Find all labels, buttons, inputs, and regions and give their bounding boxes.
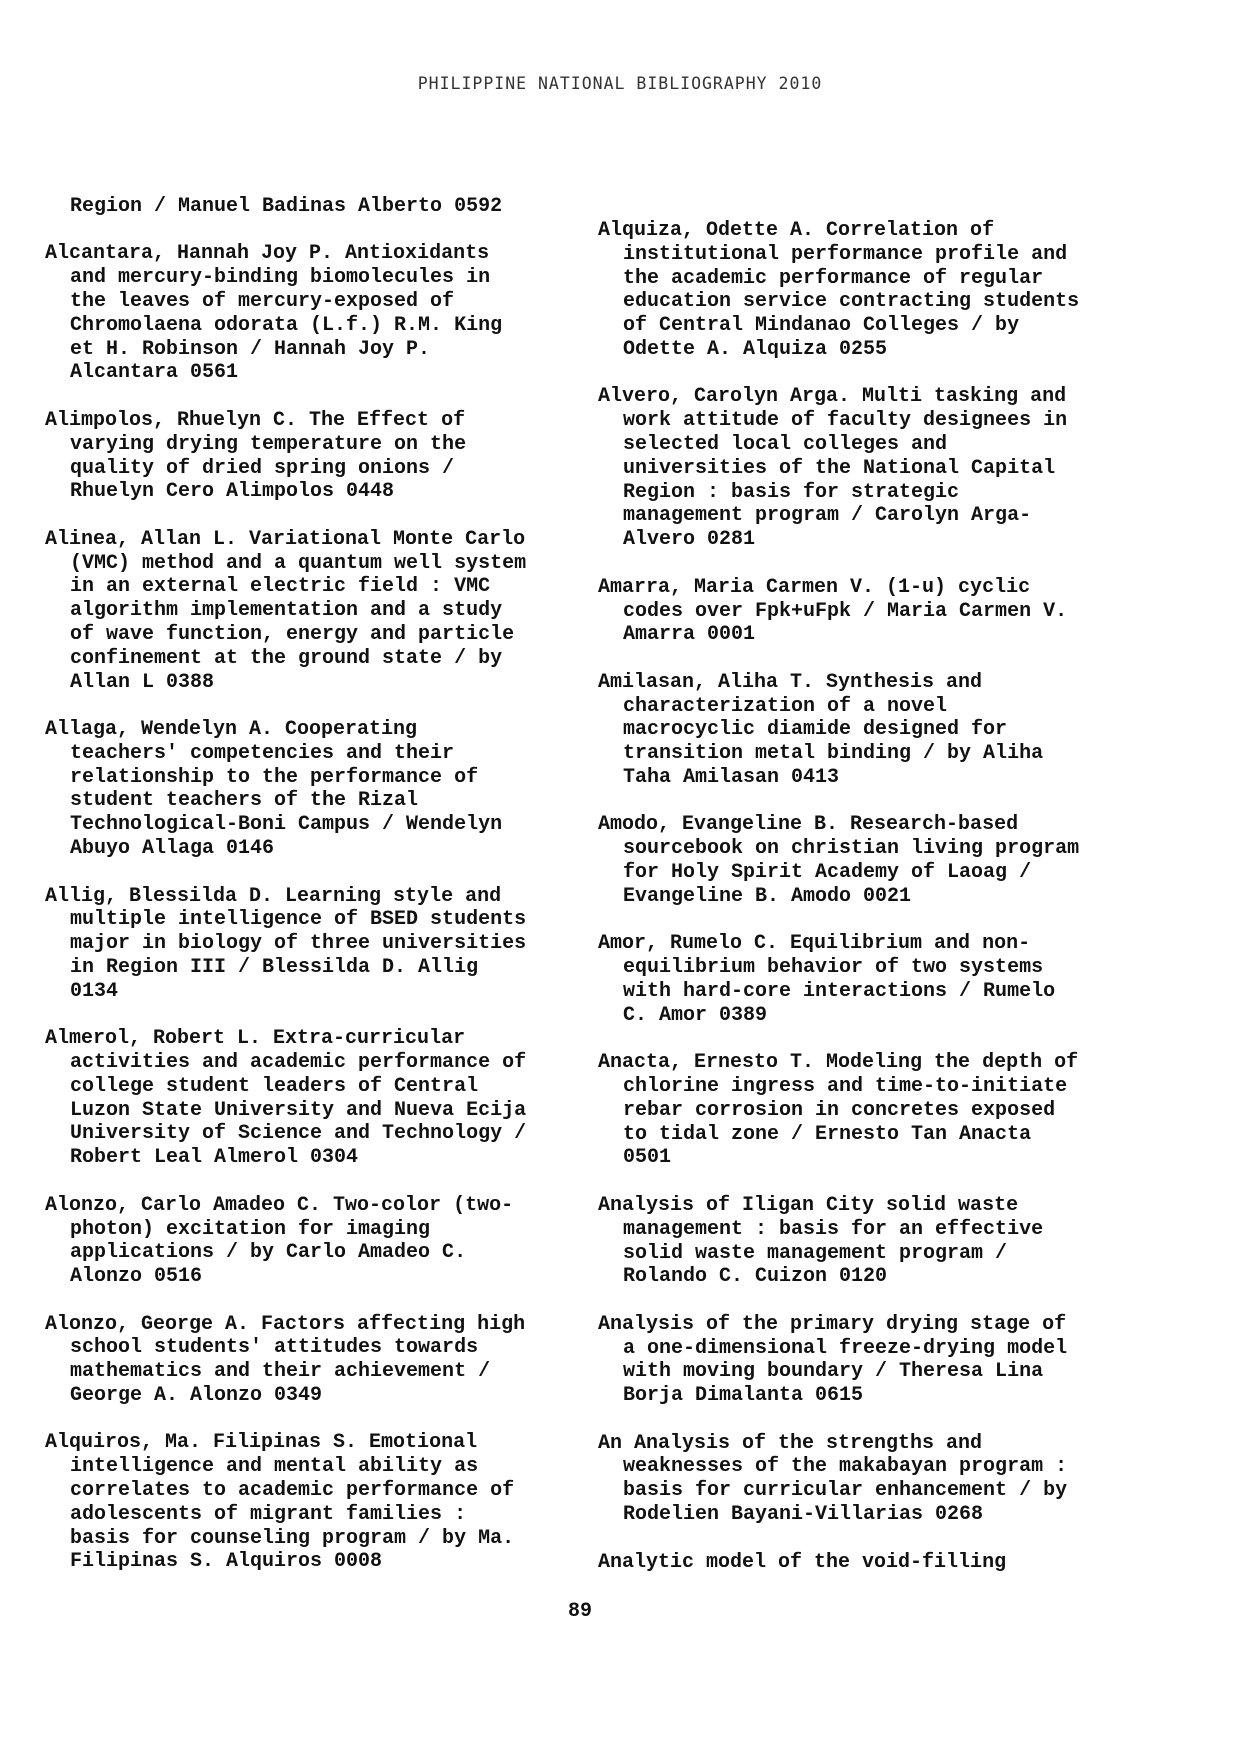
page-number: 89 <box>567 1600 592 1623</box>
left-column <box>45 195 570 1598</box>
right-column <box>598 219 1123 1598</box>
bibliography-entry: Analysis of Iligan City solid waste management : basis for an effective solid waste management program / Rolando C. Cuizon 0120 <box>598 1193 1044 1289</box>
bibliography-entry: Almerol, Robert L. Extra-curricular activities and academic performance of college student leaders of Central Luzon State University and Nueva Ecija University of Science and Technology / Robert Leal Almerol 0304 <box>45 1027 527 1170</box>
bibliography-entry: Allig, Blessilda D. Learning style and multiple intelligence of BSED students major in biology of three universities in Region III / Blessilda D. Allig 0134 <box>45 884 527 1003</box>
bibliography-entry: Amor, Rumelo C. Equilibrium and non- equilibrium behavior of two systems with hard-core interactions / Rumelo C. Amor 0389 <box>598 932 1056 1027</box>
bibliography-entry: Amilasan, Aliha T. Synthesis and characterization of a novel macrocyclic diamide designed for transition metal binding / by Aliha Taha Amilasan 0413 <box>598 670 1044 789</box>
bibliography-entry: Amodo, Evangeline B. Research-based sourcebook on christian living program for Holy Spirit Academy of Laoag / Evangeline B. Amodo 0021 <box>598 813 1080 908</box>
bibliography-entry: An Analysis of the strengths and weaknesses of the makabayan program : basis for curricular enhancement / by Rodelien Bayani-Villarias 0268 <box>598 1431 1068 1527</box>
bibliography-entry: Alquiros, Ma. Filipinas S. Emotional intelligence and mental ability as correlates to academic performance of adolescents of migrant families : basis for counseling program / by Ma. Filipinas S. Alquiros 0008 <box>45 1431 515 1574</box>
bibliography-entry: Alimpolos, Rhuelyn C. The Effect of varying drying temperature on the quality of dried spring onions / Rhuelyn Cero Alimpolos 0448 <box>45 408 467 504</box>
bibliography-entry: Alquiza, Odette A. Correlation of institutional performance profile and the academic performance of regular education service contracting students of Central Mindanao Colleges / by Odette A. Alquiza 0255 <box>598 219 1080 361</box>
bibliography-entry-continued: Region / Manuel Badinas Alberto 0592 <box>70 195 503 218</box>
bibliography-entry: Amarra, Maria Carmen V. (1-u) cyclic codes over Fpk+uFpk / Maria Carmen V. Amarra 0001 <box>598 575 1068 647</box>
bibliography-entry: Alonzo, George A. Factors affecting high school students' attitudes towards mathematics and their achievement / George A. Alonzo 0349 <box>45 1312 526 1407</box>
bibliography-entry: Alcantara, Hannah Joy P. Antioxidants and mercury-binding biomolecules in the leaves of mercury-exposed of Chromolaena odorata (L.f.) R.M. King et H. Robinson / Hannah Joy P. Alcantara 0561 <box>45 242 503 385</box>
bibliography-entry: Alinea, Allan L. Variational Monte Carlo (VMC) method and a quantum well system in an external electric field : VMC algorithm implementation and a study of wave function, energy and particle confinement at the ground state / by Allan L 0388 <box>45 527 527 694</box>
bibliography-entry: Alvero, Carolyn Arga. Multi tasking and work attitude of faculty designees in selected local colleges and universities of the National Capital Region : basis for strategic management program / Carolyn Arga- Alvero 0281 <box>598 385 1068 552</box>
bibliography-entry: Allaga, Wendelyn A. Cooperating teachers' competencies and their relationship to the performance of student teachers of the Rizal Technological-Boni Campus / Wendelyn Abuyo Allaga 0146 <box>45 718 503 861</box>
bibliography-entry: Analytic model of the void-filling <box>598 1550 1007 1574</box>
bibliography-entry: Anacta, Ernesto T. Modeling the depth of chlorine ingress and time-to-initiate rebar corrosion in concretes exposed to tidal zone / Ernesto Tan Anacta 0501 <box>598 1051 1079 1170</box>
running-head: PHILIPPINE NATIONAL BIBLIOGRAPHY 2010 <box>417 74 823 93</box>
bibliography-entry: Analysis of the primary drying stage of a one-dimensional freeze-drying model with moving boundary / Theresa Lina Borja Dimalanta 0615 <box>598 1312 1068 1408</box>
bibliography-entry: Alonzo, Carlo Amadeo C. Two-color (two- photon) excitation for imaging applications / by Carlo Amadeo C. Alonzo 0516 <box>45 1193 514 1289</box>
